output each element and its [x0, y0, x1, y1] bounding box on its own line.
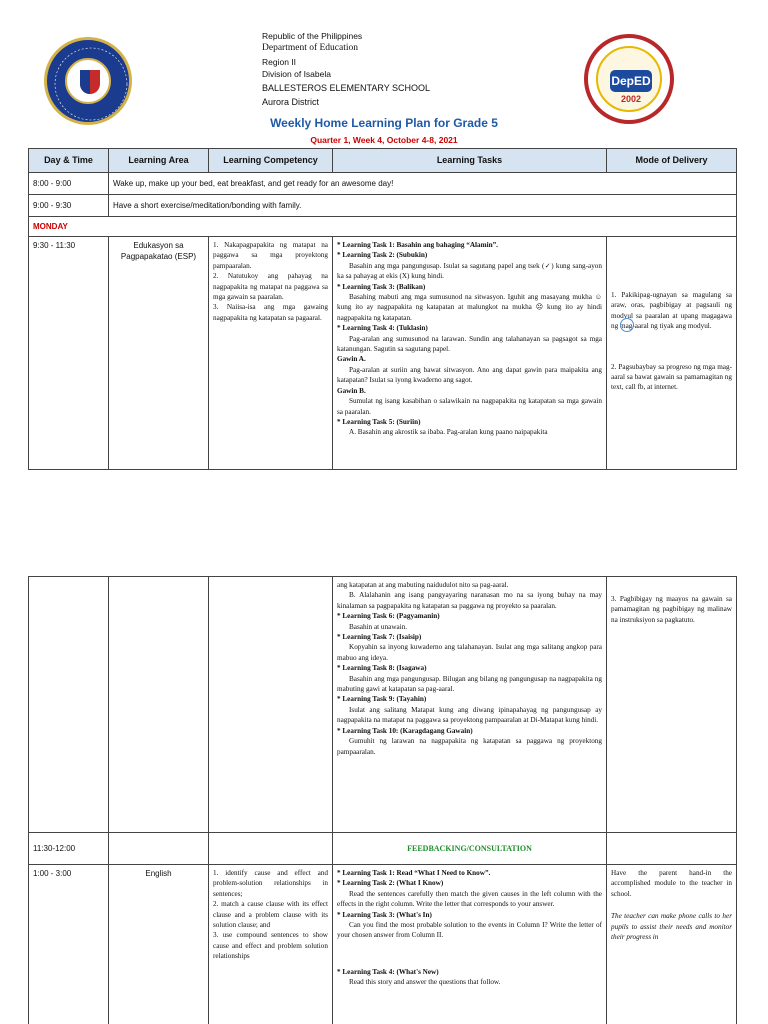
task-text: Read this story and answer the questions that follow. — [349, 978, 501, 987]
empty-cell — [209, 577, 333, 833]
header-district: Aurora District — [262, 97, 320, 107]
col-mode-of-delivery: Mode of Delivery — [607, 149, 737, 173]
esp-tasks-continued — [333, 577, 607, 833]
deped-seal-logo — [44, 37, 132, 125]
mode-item: 2. Pagsubaybay sa progreso ng mga mag-aaral sa bawat gawain sa pamamagitan ng text, call fb, at internet. — [611, 362, 732, 392]
task-heading: * Learning Task 3: (Balikan) — [337, 282, 426, 291]
task-text: Basahin ang mga pangungusap. Isulat sa sagutang papel ang tsek (✓) kung sang-ayon ka sa pahayag at ekis (X) kung hindi. — [337, 261, 602, 281]
competency-item: 2. match a cause clause with its effect clause and a problem clause with its solution clause; and — [213, 900, 328, 930]
esp-tasks — [333, 237, 607, 470]
english-tasks — [333, 865, 607, 1024]
header-department: Department of Education — [262, 43, 359, 53]
competency-item: 2. Natutukoy ang pahayag na nagpapakita ng matapat na paggawa sa mga gawain sa paaralan. — [213, 272, 328, 302]
empty-cell — [209, 833, 333, 865]
task-text: Read the sentences carefully then match the given causes in the left column with the effects in the right column. Write the letter that corresponds to your answer. — [337, 889, 602, 909]
task-text: ang katapatan at ang mabuting naidudulot nito sa pag-aaral. — [337, 581, 509, 589]
task-heading: * Learning Task 2: (Subukin) — [337, 251, 428, 260]
row-activity: Have a short exercise/meditation/bonding with family. — [109, 195, 737, 217]
english-competency — [209, 865, 333, 1024]
school-seal-year: 2002 — [620, 94, 642, 104]
task-subheading: Gawin A. — [337, 355, 366, 364]
header-school: BALLESTEROS ELEMENTARY SCHOOL — [262, 83, 431, 93]
empty-cell — [109, 833, 209, 865]
page-2 — [0, 576, 768, 1024]
mode-item: 3. Pagbibigay ng maayos na gawain sa pamamagitan ng pagbibigay ng malinaw na instruksiyon sa pagkatuto. — [611, 595, 732, 624]
esp-competency — [209, 237, 333, 470]
table-row — [29, 195, 737, 217]
header-republic: Republic of the Philippines — [262, 31, 363, 41]
english-row — [29, 865, 737, 1024]
task-heading: * Learning Task 6: (Pagyamanin) — [337, 612, 440, 621]
col-learning-tasks: Learning Tasks — [333, 149, 607, 173]
task-text: Pag-aralan ang sumusunod na larawan. Sundin ang talahanayan sa pagsagot sa mga katanungan. Sagutin sa sagutang papel. — [337, 334, 602, 354]
task-heading: * Learning Task 8: (Isagawa) — [337, 664, 427, 673]
task-heading: * Learning Task 3: (What's In) — [337, 910, 432, 919]
task-heading: * Learning Task 4: (Tuklasin) — [337, 324, 428, 333]
table-header-row — [29, 149, 737, 173]
cursor-circle-icon — [620, 318, 634, 332]
mode-item: Have the parent hand-in the accomplished module to the teacher in school. — [611, 869, 732, 898]
esp-row — [29, 237, 737, 470]
mode-item: 1. Pakikipag-ugnayan sa magulang sa araw, oras, pagbibigay at pagsauli ng modyul sa paaralan at upang magagawa ng mag-aaral ng tiyak ang modyul. — [611, 291, 732, 331]
task-heading: * Learning Task 10: (Karagdagang Gawain) — [337, 726, 473, 735]
empty-cell — [109, 577, 209, 833]
task-text: A. Basahin ang akrostik sa ibaba. Pag-aralan kung paano naipapakita — [349, 428, 548, 437]
task-text: Basahin at unawain. — [349, 622, 408, 631]
col-learning-area: Learning Area — [109, 149, 209, 173]
esp-mode — [607, 237, 737, 470]
header-region: Region II — [262, 57, 297, 67]
day-label-monday: MONDAY — [29, 217, 737, 237]
english-area: English — [109, 865, 209, 1024]
learning-plan-table-page-1 — [28, 148, 737, 470]
esp-mode-continued — [607, 577, 737, 833]
shield-icon — [80, 70, 100, 94]
task-text: Sumulat ng isang kasabihan o salawikain na nagpapakita ng katapatan sa mga gawain sa paaralan. — [337, 397, 602, 416]
document-subtitle: Quarter 1, Week 4, October 4-8, 2021 — [310, 135, 458, 145]
task-heading: * Learning Task 2: (What I Know) — [337, 879, 444, 888]
esp-continued-row — [29, 577, 737, 833]
deped-logo-text: DepED — [610, 70, 652, 92]
row-activity: Wake up, make up your bed, eat breakfast, and get ready for an awesome day! — [109, 173, 737, 195]
competency-item: 1. identify cause and effect and problem-solution relationships in sentences; — [213, 869, 328, 898]
feedback-time: 11:30-12:00 — [29, 833, 109, 865]
task-heading: * Learning Task 7: (Isaisip) — [337, 633, 422, 642]
english-time: 1:00 - 3:00 — [29, 865, 109, 1024]
table-row — [29, 173, 737, 195]
competency-item: 3. Naiisa-isa ang mga gawaing nagpapakita ng katapatan sa pagaaral. — [213, 303, 328, 322]
task-text: Pag-aralan at suriin ang bawat sitwasyon. Ano ang dapat gawin para maipakita ang katapatan? Isulat sa iyong kwaderno ang sagot. — [337, 365, 602, 385]
task-text: Basahin ang mga pangungusap. Bilugan ang bilang ng pangungusap na nagpapakita ng mabuting gawi at katapatan sa pag-aaral. — [337, 674, 602, 694]
task-heading: * Learning Task 1: Read “What I Need to Know”. — [337, 869, 491, 877]
row-time: 8:00 - 9:00 — [29, 173, 109, 195]
task-subheading: Gawin B. — [337, 386, 366, 395]
school-seal-ring — [596, 46, 662, 112]
task-heading: * Learning Task 1: Basahin ang bahaging “Alamin”. — [337, 241, 498, 249]
page-gap — [0, 500, 768, 576]
esp-time: 9:30 - 11:30 — [29, 237, 109, 470]
task-text: Kopyahin sa inyong kuwaderno ang talahanayan. Isulat ang mga salitang angkop para mabuo ang ideya. — [337, 643, 602, 662]
feedback-row — [29, 833, 737, 865]
feedback-label: FEEDBACKING/CONSULTATION — [333, 833, 607, 865]
task-heading: * Learning Task 5: (Suriin) — [337, 417, 421, 426]
empty-cell — [29, 577, 109, 833]
header-division: Division of Isabela — [262, 69, 331, 79]
task-text: Gumuhit ng larawan na nagpapakita ng katapatan sa paggawa ng proyektong pampaaralan. — [337, 737, 602, 756]
esp-area: Edukasyon sa Pagpapakatao (ESP) — [109, 237, 209, 470]
learning-plan-table-page-2 — [28, 576, 737, 1024]
competency-item: 1. Nakapagpapakita ng matapat na paggawa sa mga proyektong pampaaralan. — [213, 241, 328, 270]
school-seal-logo — [584, 34, 674, 124]
mode-item: The teacher can make phone calls to her pupils to assist their needs and monitor their progress in — [611, 912, 732, 942]
task-text: Can you find the most probable solution to the events in Column I? Write the letter of your chosen answer from Column II. — [337, 921, 602, 940]
page-1 — [0, 0, 768, 500]
seal-inner-circle — [65, 58, 111, 104]
monday-row — [29, 217, 737, 237]
task-text: Basahing mabuti ang mga sumusunod na sitwasyon. Iguhit ang masayang mukha ☺ kung ito ay nagpapakita ng katapatan at malungkot na mukha ☹ kung ito ay hindi nagpapakita ng katapatan. — [337, 293, 602, 322]
task-heading: * Learning Task 9: (Tayahin) — [337, 695, 427, 704]
document-title: Weekly Home Learning Plan for Grade 5 — [270, 116, 498, 130]
empty-cell — [607, 833, 737, 865]
task-text: B. Alalahanin ang isang pangyayaring naranasan mo na sa iyong buhay na may kinalaman sa pagpapakita ng katapatan sa paggawa ng proyekto sa paaralan. — [337, 591, 602, 610]
row-time: 9:00 - 9:30 — [29, 195, 109, 217]
task-text: Isulat ang salitang Matapat kung ang diwang ipinapahayag ng pangungusap ay nagpapakita na matapat na paggawa sa proyektong pampaaralan at Di-Matapat kung hindi. — [337, 705, 602, 725]
english-mode — [607, 865, 737, 1024]
competency-item: 3. use compound sentences to show cause and effect and problem solution relationships — [213, 931, 328, 961]
task-heading: * Learning Task 4: (What's New) — [337, 967, 439, 976]
col-learning-competency: Learning Competency — [209, 149, 333, 173]
col-day-time: Day & Time — [29, 149, 109, 173]
